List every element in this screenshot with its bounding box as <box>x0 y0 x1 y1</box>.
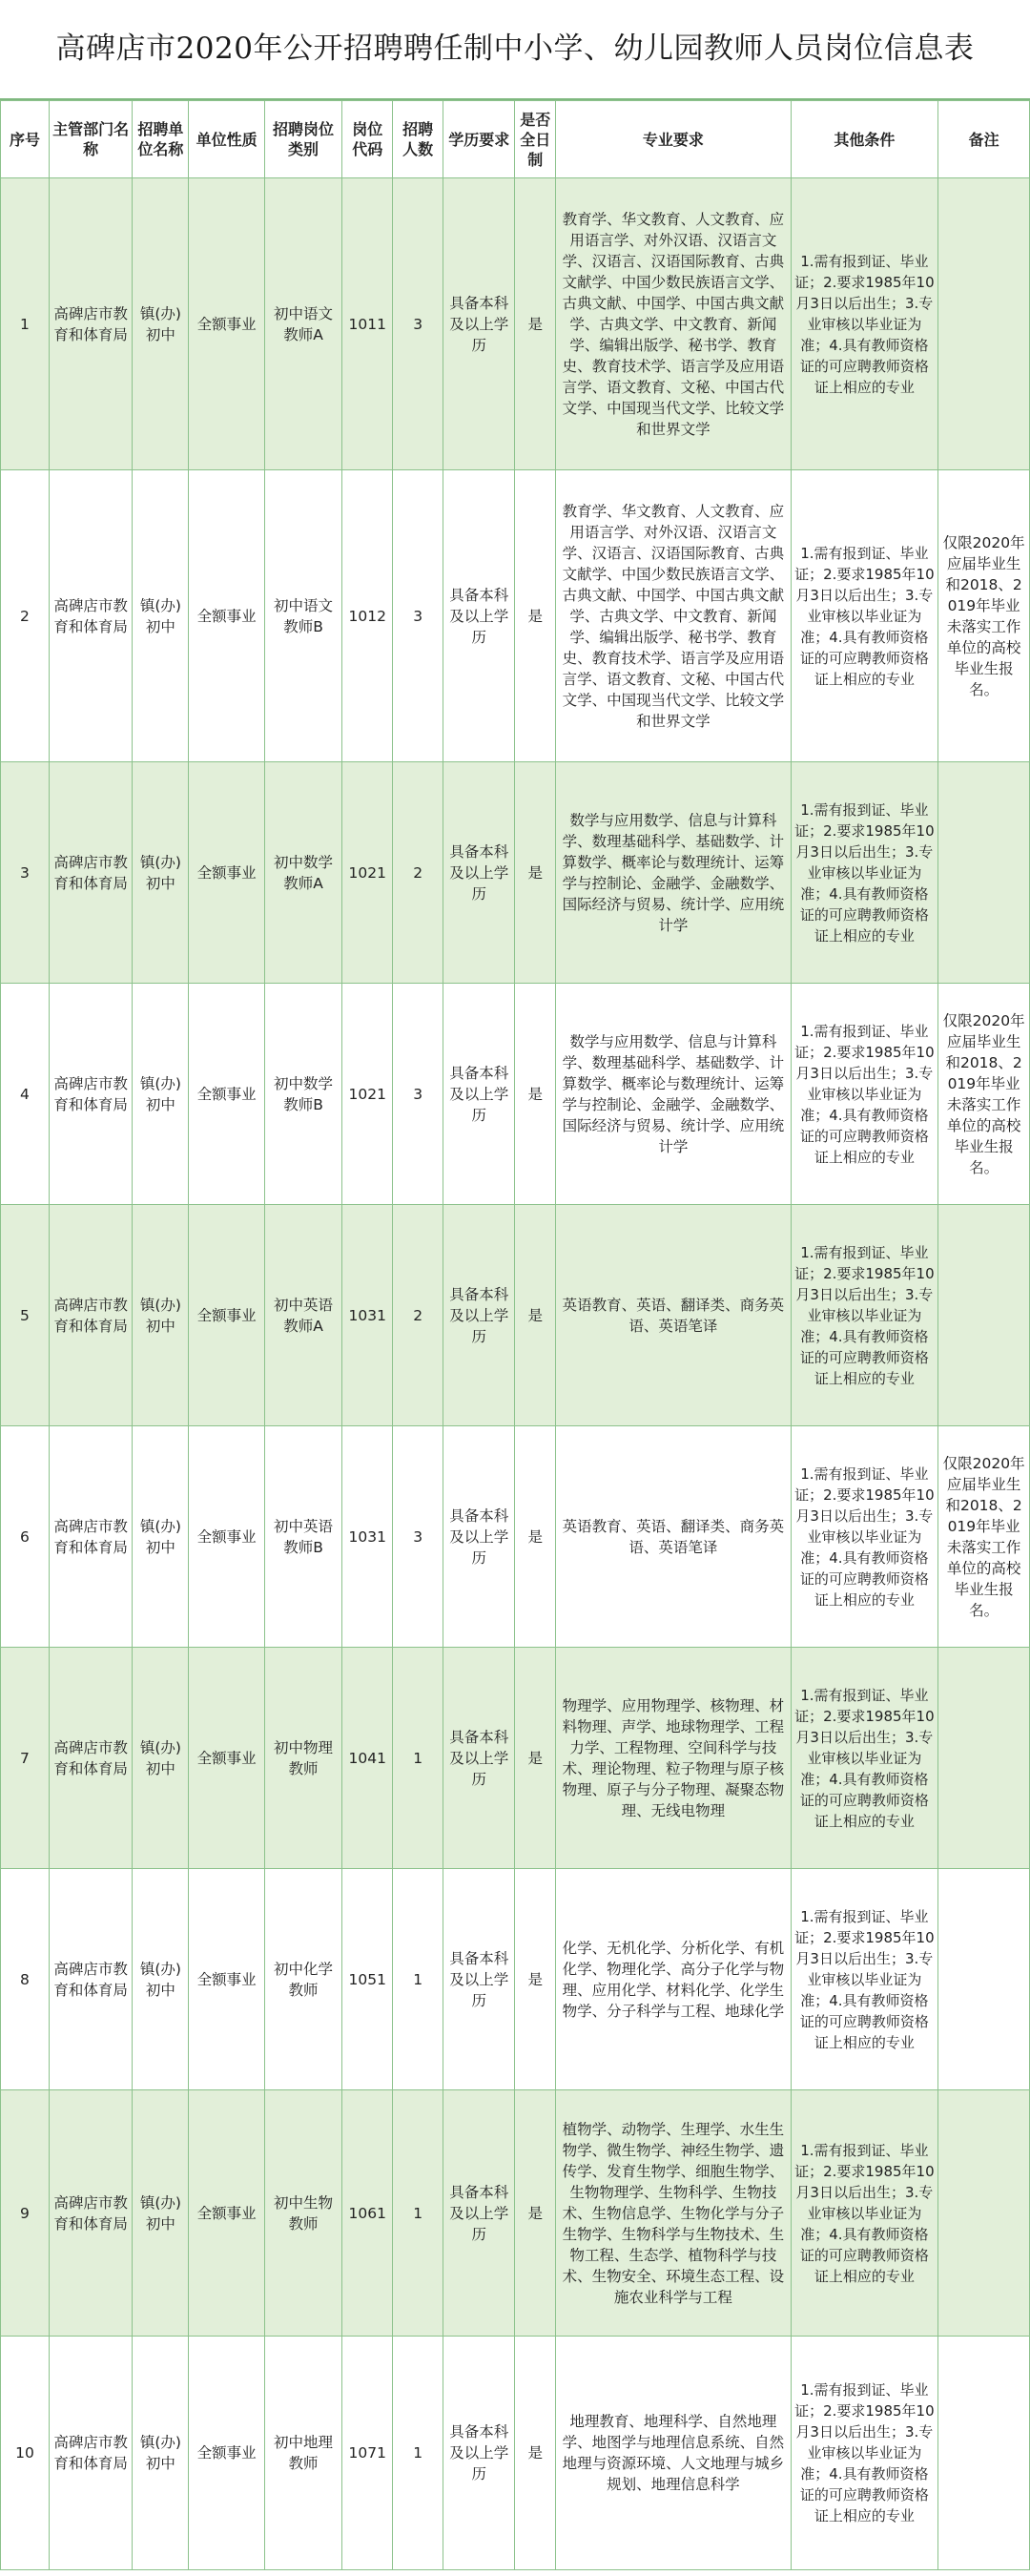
table-row <box>1 2337 1030 2570</box>
cell-code: 1011 <box>342 178 393 470</box>
cell-code: 1061 <box>342 2090 393 2337</box>
cell-edu: 具备本科及以上学历 <box>443 470 515 762</box>
cell-post: 初中生物教师 <box>264 2090 341 2337</box>
header-post: 招聘岗位类别 <box>264 101 341 178</box>
cell-note <box>938 178 1030 470</box>
table-row <box>1 984 1030 1205</box>
cell-cond: 1.需有报到证、毕业证；2.要求1985年10月3日以后出生；3.专业审核以毕业证为准；4.具有教师资格证的可应聘教师资格证上相应的专业 <box>791 2090 938 2337</box>
cell-fulltime: 是 <box>515 178 556 470</box>
cell-unit: 镇(办)初中 <box>133 1648 189 1869</box>
cell-post: 初中英语教师A <box>264 1205 341 1426</box>
cell-count: 1 <box>393 2337 443 2570</box>
cell-edu: 具备本科及以上学历 <box>443 1426 515 1648</box>
cell-edu: 具备本科及以上学历 <box>443 762 515 984</box>
cell-post: 初中物理教师 <box>264 1648 341 1869</box>
cell-count: 1 <box>393 2090 443 2337</box>
cell-cond: 1.需有报到证、毕业证；2.要求1985年10月3日以后出生；3.专业审核以毕业证为准；4.具有教师资格证的可应聘教师资格证上相应的专业 <box>791 1648 938 1869</box>
cell-note: 仅限2020年应届毕业生和2018、2019年毕业未落实工作单位的高校毕业生报名。 <box>938 1426 1030 1648</box>
cell-fulltime: 是 <box>515 1426 556 1648</box>
table-row <box>1 1426 1030 1648</box>
cell-cond: 1.需有报到证、毕业证；2.要求1985年10月3日以后出生；3.专业审核以毕业证为准；4.具有教师资格证的可应聘教师资格证上相应的专业 <box>791 984 938 1205</box>
cell-note <box>938 762 1030 984</box>
cell-nature: 全额事业 <box>189 2090 264 2337</box>
cell-post: 初中数学教师B <box>264 984 341 1205</box>
cell-fulltime: 是 <box>515 470 556 762</box>
table-row <box>1 1869 1030 2090</box>
cell-no: 2 <box>1 470 50 762</box>
cell-nature: 全额事业 <box>189 470 264 762</box>
cell-unit: 镇(办)初中 <box>133 178 189 470</box>
table-row <box>1 470 1030 762</box>
cell-note: 仅限2020年应届毕业生和2018、2019年毕业未落实工作单位的高校毕业生报名。 <box>938 984 1030 1205</box>
cell-post: 初中化学教师 <box>264 1869 341 2090</box>
cell-no: 6 <box>1 1426 50 1648</box>
cell-count: 2 <box>393 1205 443 1426</box>
header-conditions: 其他条件 <box>791 101 938 178</box>
cell-no: 1 <box>1 178 50 470</box>
cell-dept: 高碑店市教育和体育局 <box>49 2337 133 2570</box>
cell-no: 4 <box>1 984 50 1205</box>
cell-edu: 具备本科及以上学历 <box>443 178 515 470</box>
cell-nature: 全额事业 <box>189 1205 264 1426</box>
cell-nature: 全额事业 <box>189 1869 264 2090</box>
cell-fulltime: 是 <box>515 1648 556 1869</box>
header-count: 招聘人数 <box>393 101 443 178</box>
cell-no: 10 <box>1 2337 50 2570</box>
cell-fulltime: 是 <box>515 2090 556 2337</box>
cell-unit: 镇(办)初中 <box>133 2090 189 2337</box>
cell-cond: 1.需有报到证、毕业证；2.要求1985年10月3日以后出生；3.专业审核以毕业证为准；4.具有教师资格证的可应聘教师资格证上相应的专业 <box>791 2337 938 2570</box>
header-fulltime: 是否全日制 <box>515 101 556 178</box>
header-no: 序号 <box>1 101 50 178</box>
cell-code: 1051 <box>342 1869 393 2090</box>
cell-major: 化学、无机化学、分析化学、有机化学、物理化学、高分子化学与物理、应用化学、材料化学、化学生物学、分子科学与工程、地球化学 <box>556 1869 791 2090</box>
header-edu: 学历要求 <box>443 101 515 178</box>
cell-code: 1041 <box>342 1648 393 1869</box>
cell-nature: 全额事业 <box>189 1426 264 1648</box>
header-major: 专业要求 <box>556 101 791 178</box>
table-row <box>1 2090 1030 2337</box>
page-title: 高碑店市2020年公开招聘聘任制中小学、幼儿园教师人员岗位信息表 <box>0 0 1030 100</box>
cell-count: 3 <box>393 178 443 470</box>
cell-count: 1 <box>393 1648 443 1869</box>
cell-fulltime: 是 <box>515 2337 556 2570</box>
cell-cond: 1.需有报到证、毕业证；2.要求1985年10月3日以后出生；3.专业审核以毕业证为准；4.具有教师资格证的可应聘教师资格证上相应的专业 <box>791 762 938 984</box>
cell-dept: 高碑店市教育和体育局 <box>49 984 133 1205</box>
table-row <box>1 1648 1030 1869</box>
cell-dept: 高碑店市教育和体育局 <box>49 1426 133 1648</box>
cell-code: 1031 <box>342 1426 393 1648</box>
header-unit: 招聘单位名称 <box>133 101 189 178</box>
cell-code: 1031 <box>342 1205 393 1426</box>
cell-code: 1021 <box>342 762 393 984</box>
cell-dept: 高碑店市教育和体育局 <box>49 762 133 984</box>
cell-unit: 镇(办)初中 <box>133 1869 189 2090</box>
cell-major: 物理学、应用物理学、核物理、材料物理、声学、地球物理学、工程力学、工程物理、空间科学与技术、理论物理、粒子物理与原子核物理、原子与分子物理、凝聚态物理、无线电物理 <box>556 1648 791 1869</box>
header-dept: 主管部门名称 <box>49 101 133 178</box>
cell-major: 教育学、华文教育、人文教育、应用语言学、对外汉语、汉语言文学、汉语言、汉语国际教育、古典文献学、中国少数民族语言文学、古典文献、中国学、中国古典文献学、古典文学、中文教育、新闻学、编辑出版学、秘书学、教育史、教育技术学、语言学及应用语言学、语文教育、文秘、中国古代文学、中国现当代文学、比较文学和世界文学 <box>556 470 791 762</box>
header-note: 备注 <box>938 101 1030 178</box>
cell-major: 地理教育、地理科学、自然地理学、地图学与地理信息系统、自然地理与资源环境、人文地理与城乡规划、地理信息科学 <box>556 2337 791 2570</box>
cell-count: 3 <box>393 470 443 762</box>
cell-unit: 镇(办)初中 <box>133 2337 189 2570</box>
cell-dept: 高碑店市教育和体育局 <box>49 178 133 470</box>
cell-dept: 高碑店市教育和体育局 <box>49 1205 133 1426</box>
cell-unit: 镇(办)初中 <box>133 1205 189 1426</box>
cell-major: 教育学、华文教育、人文教育、应用语言学、对外汉语、汉语言文学、汉语言、汉语国际教育、古典文献学、中国少数民族语言文学、古典文献、中国学、中国古典文献学、古典文学、中文教育、新闻学、编辑出版学、秘书学、教育史、教育技术学、语言学及应用语言学、语文教育、文秘、中国古代文学、中国现当代文学、比较文学和世界文学 <box>556 178 791 470</box>
cell-post: 初中地理教师 <box>264 2337 341 2570</box>
header-code: 岗位代码 <box>342 101 393 178</box>
cell-count: 2 <box>393 762 443 984</box>
table-row <box>1 762 1030 984</box>
positions-table <box>0 100 1030 2570</box>
cell-fulltime: 是 <box>515 762 556 984</box>
cell-cond: 1.需有报到证、毕业证；2.要求1985年10月3日以后出生；3.专业审核以毕业证为准；4.具有教师资格证的可应聘教师资格证上相应的专业 <box>791 1869 938 2090</box>
cell-nature: 全额事业 <box>189 178 264 470</box>
cell-no: 5 <box>1 1205 50 1426</box>
cell-post: 初中语文教师B <box>264 470 341 762</box>
cell-major: 英语教育、英语、翻译类、商务英语、英语笔译 <box>556 1205 791 1426</box>
cell-major: 植物学、动物学、生理学、水生生物学、微生物学、神经生物学、遗传学、发育生物学、细胞生物学、生物物理学、生物科学、生物技术、生物信息学、生物化学与分子生物学、生物科学与生物技术、生物工程、生态学、植物科学与技术、生物安全、环境生态工程、设施农业科学与工程 <box>556 2090 791 2337</box>
cell-cond: 1.需有报到证、毕业证；2.要求1985年10月3日以后出生；3.专业审核以毕业证为准；4.具有教师资格证的可应聘教师资格证上相应的专业 <box>791 1426 938 1648</box>
cell-dept: 高碑店市教育和体育局 <box>49 470 133 762</box>
table-row <box>1 1205 1030 1426</box>
cell-code: 1021 <box>342 984 393 1205</box>
cell-major: 英语教育、英语、翻译类、商务英语、英语笔译 <box>556 1426 791 1648</box>
cell-unit: 镇(办)初中 <box>133 984 189 1205</box>
cell-nature: 全额事业 <box>189 984 264 1205</box>
cell-cond: 1.需有报到证、毕业证；2.要求1985年10月3日以后出生；3.专业审核以毕业证为准；4.具有教师资格证的可应聘教师资格证上相应的专业 <box>791 1205 938 1426</box>
cell-edu: 具备本科及以上学历 <box>443 984 515 1205</box>
cell-unit: 镇(办)初中 <box>133 470 189 762</box>
cell-unit: 镇(办)初中 <box>133 762 189 984</box>
cell-no: 9 <box>1 2090 50 2337</box>
cell-fulltime: 是 <box>515 1869 556 2090</box>
cell-dept: 高碑店市教育和体育局 <box>49 2090 133 2337</box>
table-row <box>1 178 1030 470</box>
cell-fulltime: 是 <box>515 984 556 1205</box>
cell-note <box>938 2337 1030 2570</box>
cell-major: 数学与应用数学、信息与计算科学、数理基础科学、基础数学、计算数学、概率论与数理统计、运筹学与控制论、金融学、金融数学、国际经济与贸易、统计学、应用统计学 <box>556 984 791 1205</box>
cell-nature: 全额事业 <box>189 1648 264 1869</box>
cell-unit: 镇(办)初中 <box>133 1426 189 1648</box>
cell-cond: 1.需有报到证、毕业证；2.要求1985年10月3日以后出生；3.专业审核以毕业证为准；4.具有教师资格证的可应聘教师资格证上相应的专业 <box>791 470 938 762</box>
cell-note <box>938 1648 1030 1869</box>
cell-code: 1071 <box>342 2337 393 2570</box>
cell-edu: 具备本科及以上学历 <box>443 2090 515 2337</box>
cell-count: 3 <box>393 984 443 1205</box>
cell-count: 1 <box>393 1869 443 2090</box>
cell-post: 初中语文教师A <box>264 178 341 470</box>
cell-fulltime: 是 <box>515 1205 556 1426</box>
cell-nature: 全额事业 <box>189 2337 264 2570</box>
cell-note <box>938 2090 1030 2337</box>
cell-edu: 具备本科及以上学历 <box>443 1648 515 1869</box>
cell-edu: 具备本科及以上学历 <box>443 2337 515 2570</box>
cell-note <box>938 1869 1030 2090</box>
header-nature: 单位性质 <box>189 101 264 178</box>
cell-dept: 高碑店市教育和体育局 <box>49 1648 133 1869</box>
cell-no: 3 <box>1 762 50 984</box>
cell-count: 3 <box>393 1426 443 1648</box>
cell-major: 数学与应用数学、信息与计算科学、数理基础科学、基础数学、计算数学、概率论与数理统计、运筹学与控制论、金融学、金融数学、国际经济与贸易、统计学、应用统计学 <box>556 762 791 984</box>
cell-edu: 具备本科及以上学历 <box>443 1205 515 1426</box>
cell-note <box>938 1205 1030 1426</box>
cell-cond: 1.需有报到证、毕业证；2.要求1985年10月3日以后出生；3.专业审核以毕业证为准；4.具有教师资格证的可应聘教师资格证上相应的专业 <box>791 178 938 470</box>
cell-no: 8 <box>1 1869 50 2090</box>
cell-nature: 全额事业 <box>189 762 264 984</box>
table-header-row <box>1 101 1030 178</box>
cell-note: 仅限2020年应届毕业生和2018、2019年毕业未落实工作单位的高校毕业生报名。 <box>938 470 1030 762</box>
cell-dept: 高碑店市教育和体育局 <box>49 1869 133 2090</box>
cell-post: 初中数学教师A <box>264 762 341 984</box>
cell-code: 1012 <box>342 470 393 762</box>
cell-no: 7 <box>1 1648 50 1869</box>
cell-edu: 具备本科及以上学历 <box>443 1869 515 2090</box>
cell-post: 初中英语教师B <box>264 1426 341 1648</box>
